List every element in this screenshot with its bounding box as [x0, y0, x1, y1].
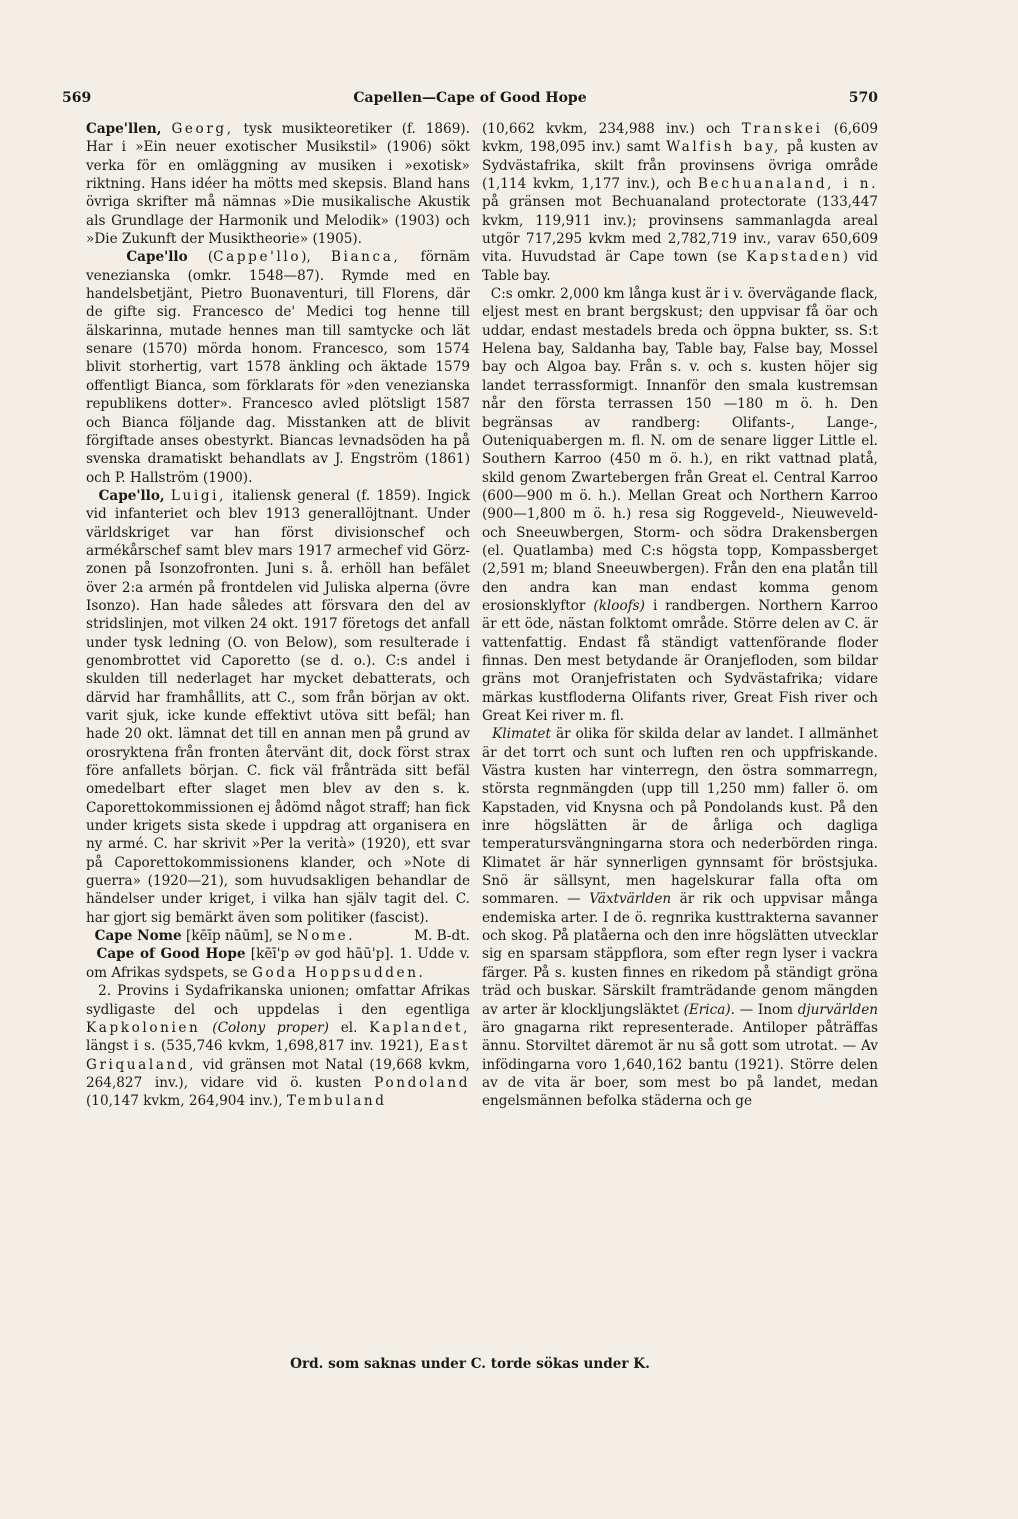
entry-name: Bianca,: [330, 249, 401, 266]
page-number-left: 569: [62, 90, 92, 106]
italic-term: (Colony proper): [212, 1019, 329, 1036]
cross-reference: Kapstaden: [746, 249, 843, 266]
italic-term: (kloofs): [593, 597, 645, 614]
entry-text: (6,609 kvkm, 198,095 inv.) samt: [482, 121, 878, 156]
page-footer-note: Ord. som saknas under C. torde sökas under K.: [290, 1356, 650, 1372]
entry-headword: Cape Nome: [94, 928, 182, 945]
spaced-term: Kaplandet,: [369, 1019, 470, 1036]
entry-text: — Inom: [739, 1001, 794, 1018]
entry-headword: Cape of Good Hope: [96, 946, 246, 963]
entry-text: förnäm venezianska (omkr. 1548—87). Rymde med en handelsbetjänt, Pietro Buonaventuri, till Florens, där de gifte sig. Francesco de' Medici tog henne till älskarinna, mutade hennes man till samtycke och lät senare (1570) mörda honom. Francesco, som 1574 blivit storhertig, vart 1578 änkling och äktade 1579 offentligt Bianca, som förklarats för »den venezianska republikens dotter». Francesco avled plötsligt 1587 och Bianca följande dag. Misstanken att de blivit förgiftade anses obestyrkt. Biancas levnadsöden ha på svenska dramatiskt behandlats av J. Engström (1861) och P. Hallström (1900).: [86, 249, 471, 486]
entry-text: på gränsen mot Bechuanaland protectorate (133,447 kvkm, 119,911 inv.); provinsens sammanlagda areal utgör 717,295 kvkm med 2,782,719 inv., varav 650,609 vita. Huvudstad är Cape town (se: [482, 194, 878, 266]
left-column: [86, 120, 470, 1111]
spaced-term: Tembuland: [286, 1093, 387, 1110]
geography-paragraph: [482, 285, 878, 725]
entry-cape-of-good-hope: [86, 945, 470, 982]
spaced-term: Kapkolonien: [86, 1019, 201, 1036]
spaced-term: Pondoland: [374, 1074, 470, 1091]
entry-text: C:s omkr. 2,000 km långa kust är i v. övervägande flack, eljest mest en brant bergskust; den uppvisar få öar och uddar, endast mestadels breda och öppna bukter, ss. S:t Helena bay, Saldanha bay, Table bay, False bay, Mossel bay och Algoa bay. Från s. v. och s. kusten höjer sig landet terrassformigt. Innanför den smala kustremsan når den första terrassen 150 —180 m ö. h. Den begränsas av randberg: Olifants-, Lange-, Outeniquabergen m. fl. N. om de senare ligger Little el. Southern Karroo (450 m ö. h.), en rikt vattnad platå, skild genom Zwartebergen från Great el. Central Karroo (600—900 m ö. h.). Mellan Great och Northern Karroo (900—1,800 m ö. h.) resa sig Roggeveld-, Nieuweveld- och Sneeuwbergen, Storm- och södra Drakensbergen (el. Quatlamba) med C:s högsta topp, Kompassberget (2,591 m; bland Sneeuwbergen). Från den ena platån till den andra kan man endast komma genom erosionsklyftor: [482, 286, 878, 614]
cross-reference: Goda Hoppsudden.: [252, 964, 426, 981]
entry-text: italiensk general (f. 1859). Ingick vid infanteriet och blev 1913 generallöjtnant. Under världskriget var han först divisionschef och armékårschef samt blev mars 1917 armechef vid Görz-zonen på Isonzofronten. Juni s. å. erhöll han befälet över 2:a armén på frontdelen vid Juliska alperna (övre Isonzo). Han hade således att försvara den del av stridslinjen, mot vilken 24 okt. 1917 företogs det anfall under tysk ledning (O. von Below), som resulterade i genombrottet vid Caporetto (se d. o.). C:s andel i skulden till nederlaget har mycket debatterats, och därvid har framhållits, att C., som från början av okt. varit sjuk, icke kunde effektivt utöva sitt befäl; han hade 20 okt. lämnat det till en annan men på grund av orosryktena från fronten återvänt dit, dock först strax före anfallets början. C. fick väl frånträda sitt befäl omedelbart efter slaget men blev av den s. k. Caporettokommissionen ej ådömd något straff; han fick under krigets sista skede i uppdrag att organisera en ny armé. C. har skrivit »Per la verità» (1920), ett svar på Caporettokommissionens klander, och »Note di guerra» (1920—21), som huvudsakligen behandlar de händelser under kriget, i vilka han själv tagit del. C. har gjort sig bemärkt även som politiker (fascist).: [86, 487, 470, 926]
entry-headword: Cape'llo,: [98, 487, 165, 504]
province-continued: [482, 120, 878, 285]
punct: ),: [301, 249, 311, 266]
entry-cape-nome: [86, 927, 470, 945]
climate-paragraph: [482, 725, 878, 1110]
spaced-term: Transkei: [741, 121, 823, 137]
entry-variant: Cappe'llo: [213, 249, 302, 266]
italic-term: djurvärlden: [797, 1001, 879, 1018]
entry-headword: Cape'llo: [126, 249, 188, 266]
entry-text: [kēīp nāūm], se: [186, 928, 293, 945]
entry-text: el.: [340, 1019, 358, 1036]
italic-term: Växtvärlden: [589, 891, 672, 908]
cross-reference: Nome.: [296, 928, 356, 945]
entry-text: är rik och uppvisar många endemiska arter. I de ö. regnrika kusttrakterna savanner och skog. På platåerna och den inre högslätten utvecklar sig en sparsam stäppflora, som efter regn lyser i vackra färger. På s. kusten finnes en rikedom på ständigt gröna träd och buskar. Särskilt framträdande genom mängden av arter är klockljungsläktet: [482, 891, 878, 1018]
entry-cappello-bianca: [86, 248, 470, 486]
spaced-term: East Griqualand,: [86, 1038, 470, 1073]
entry-province: [86, 982, 470, 1110]
page-number-right: 570: [848, 90, 878, 106]
entry-text: tysk musikteoretiker (f. 1869). Har i »Ein neuer exotischer Musikstil» (1906) sökt verka för en omläggning av musiken i »exotisk» riktning. Hans idéer ha mötts med skepsis. Bland hans övriga skrifter må nämnas »Die musikalische Akustik als Grundlage der Harmonik und Melodik» (1903) och »Die Zukunft der Musiktheorie» (1905).: [86, 121, 470, 248]
entry-text: (10,662 kvkm, 234,988 inv.) och: [482, 121, 731, 137]
italic-term: (Erica).: [683, 1001, 735, 1018]
entry-text: (10,147 kvkm, 264,904 inv.),: [86, 1093, 283, 1110]
entry-headword: Cape'llen,: [86, 121, 162, 137]
punct: (: [207, 249, 214, 266]
spaced-term: Walfish bay,: [666, 139, 781, 156]
entry-text: är olika för skilda delar av landet. I allmänhet är det torrt och sunt och luften ren och uppfriskande. Västra kusten har vinterregn, den östra sommarregn, största regnmängden (upp till 1,250 mm) faller ö. om Kapstaden, vid Knysna och på Pondolands kust. På den inre högslätten är de årliga och dagliga temperatursvängningarna stora och nederbörden ringa. Klimatet är här synnerligen gynnsamt för bröstsjuka. Snö är sällsynt, men hagelskurar falla ofta om sommaren. —: [482, 726, 878, 908]
entry-text: i randbergen. Northern Karroo är ett öde, nästan folktomt område. Större delen av C. är vattenfattig. Endast få ständigt vattenförande floder finnas. Den mest betydande är Oranjefloden, som bildar gräns mot Oranjefristaten och Sydvästafrika; vidare märkas kustfloderna Olifants river, Great Fish river och Great Kei river m. fl.: [482, 597, 879, 724]
entry-name: Georg,: [171, 121, 234, 137]
page-header: [62, 90, 878, 112]
entry-capellen: [86, 120, 470, 248]
right-column: [482, 120, 878, 1111]
entry-text: på kusten av Sydvästafrika, skilt från provinsens övriga område (1,114 kvkm, 1,177 inv.), och: [482, 139, 879, 193]
spaced-term: Bechuanaland, i n.: [697, 176, 878, 193]
entry-text: äro gnagarna rikt representerade. Antiloper påträffas ännu. Storviltet däremot är nu så gott som utrotat. — Av infödingarna voro 1,640,162 bantu (1921). Större delen av de vita är boer, som mest bo på landet, medan engelsmännen befolka städerna och ge: [482, 1019, 878, 1110]
entry-name: Luigi,: [170, 487, 227, 504]
entry-text: [kēī'p əv god hāū'p]. 1. Udde v. om Afrikas sydspets, se: [86, 946, 470, 981]
entry-text: 2. Provins i Sydafrikanska unionen; omfattar Afrikas sydligaste del och uppdelas i den egentliga: [86, 983, 470, 1018]
running-title: Capellen—Cape of Good Hope: [353, 90, 587, 106]
entry-text: längst i s. (535,746 kvkm, 1,698,817 inv. 1921),: [86, 1038, 424, 1055]
author-signature: M. B-dt.: [414, 928, 470, 945]
italic-term: Klimatet: [492, 726, 551, 743]
entry-text: ) vid Table bay.: [482, 249, 878, 284]
entry-text: vid gränsen mot Natal (19,668 kvkm, 264,827 inv.), vidare vid ö. kusten: [86, 1056, 471, 1091]
